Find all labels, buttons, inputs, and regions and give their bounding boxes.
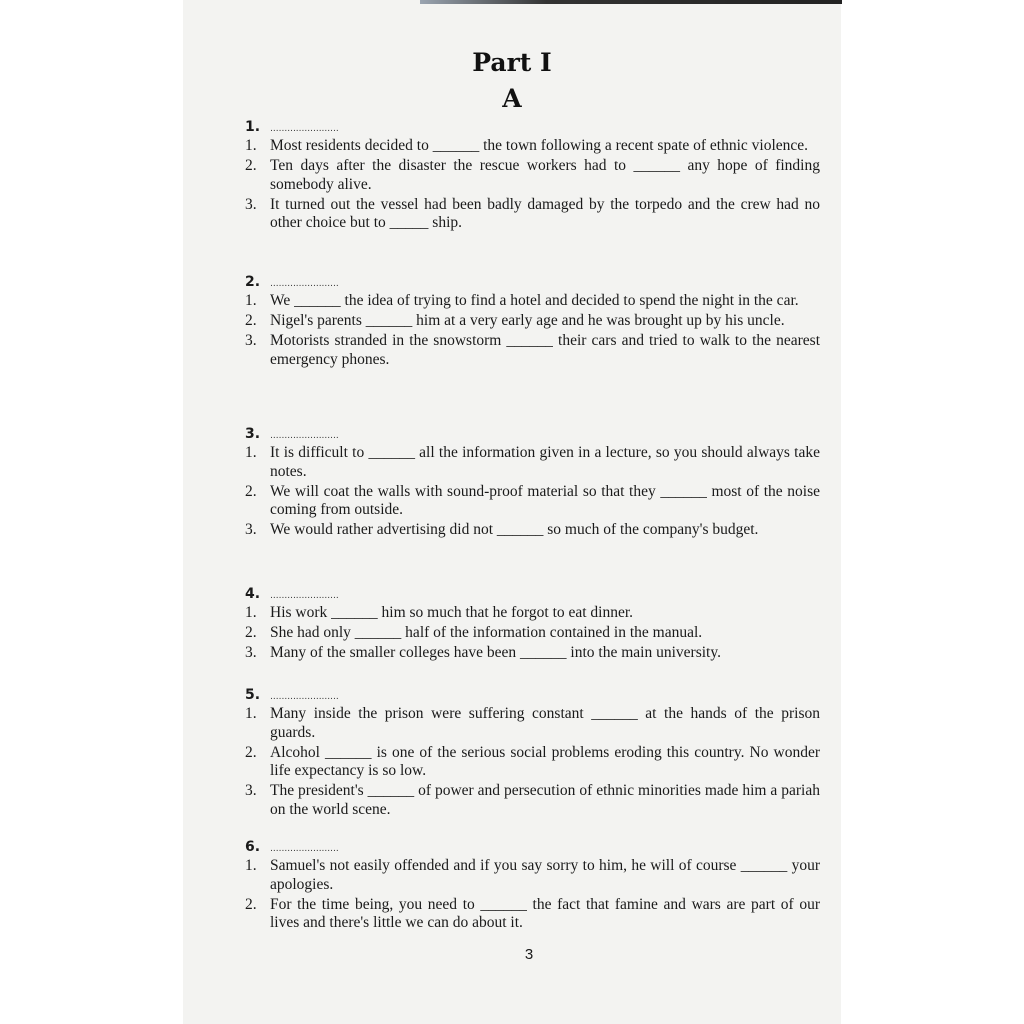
item-number: 1. bbox=[245, 292, 257, 309]
item-text: For the time being, you need to ______ the fact that famine and wars are part of our lives and there's little we can do about it. bbox=[270, 895, 820, 931]
item-number: 1. bbox=[245, 137, 257, 154]
group-number: 1. bbox=[245, 119, 261, 135]
group-heading bbox=[245, 685, 820, 705]
exercise-item bbox=[245, 705, 820, 742]
exercise-item bbox=[245, 483, 820, 520]
item-number: 2. bbox=[245, 157, 257, 174]
group-heading bbox=[245, 584, 820, 604]
answer-line: ........................ bbox=[270, 591, 339, 601]
exercise-group bbox=[245, 272, 820, 371]
group-number: 6. bbox=[245, 839, 261, 855]
item-number: 3. bbox=[245, 782, 257, 799]
group-number: 5. bbox=[245, 687, 261, 703]
item-text: Ten days after the disaster the rescue workers had to ______ any hope of finding somebody alive. bbox=[270, 157, 820, 193]
item-number: 1. bbox=[245, 857, 257, 874]
answer-line: ........................ bbox=[270, 124, 339, 134]
exercise-item bbox=[245, 896, 820, 933]
group-heading bbox=[245, 117, 820, 137]
item-number: 3. bbox=[245, 644, 257, 661]
answer-line: ........................ bbox=[270, 279, 339, 289]
exercise-group bbox=[245, 584, 820, 664]
item-number: 3. bbox=[245, 332, 257, 349]
answer-line: ........................ bbox=[270, 844, 339, 854]
exercise-group bbox=[245, 685, 820, 821]
item-text: His work ______ him so much that he forgot to eat dinner. bbox=[270, 604, 634, 621]
exercise-group bbox=[245, 117, 820, 234]
item-text: Most residents decided to ______ the town following a recent spate of ethnic violence. bbox=[270, 137, 809, 154]
exercise-item bbox=[245, 196, 820, 233]
group-heading bbox=[245, 272, 820, 292]
item-text: We would rather advertising did not ______ so much of the company's budget. bbox=[270, 521, 759, 538]
exercise-item bbox=[245, 604, 820, 623]
exercise-item bbox=[245, 521, 820, 540]
item-text: We ______ the idea of trying to find a hotel and decided to spend the night in the car. bbox=[270, 292, 799, 309]
item-number: 2. bbox=[245, 482, 257, 500]
group-number: 2. bbox=[245, 274, 261, 290]
item-text: Motorists stranded in the snowstorm ______ their cars and tried to walk to the nearest emergency phones. bbox=[270, 332, 820, 368]
item-text: Many inside the prison were suffering constant ______ at the hands of the prison guards. bbox=[270, 705, 820, 741]
item-text: She had only ______ half of the information contained in the manual. bbox=[270, 624, 703, 641]
item-text: The president's ______ of power and persecution of ethnic minorities made him a pariah on the world scene. bbox=[270, 782, 820, 818]
answer-line: ........................ bbox=[270, 692, 339, 702]
item-number: 3. bbox=[245, 195, 257, 213]
item-text: Samuel's not easily offended and if you say sorry to him, he will of course ______ your apologies. bbox=[270, 857, 820, 893]
exercise-item bbox=[245, 444, 820, 481]
exercise-item bbox=[245, 292, 820, 311]
group-heading bbox=[245, 837, 820, 857]
item-text: We will coat the walls with sound-proof material so that they ______ most of the noise coming from outside. bbox=[270, 482, 820, 518]
exercise-item bbox=[245, 857, 820, 894]
exercise-group bbox=[245, 424, 820, 541]
item-number: 2. bbox=[245, 743, 257, 761]
item-text: It turned out the vessel had been badly damaged by the torpedo and the crew had no other choice but to _____ ship. bbox=[270, 195, 820, 231]
answer-line: ........................ bbox=[270, 431, 339, 441]
exercise-item bbox=[245, 644, 820, 663]
exercise-item bbox=[245, 137, 820, 156]
scan-edge bbox=[420, 0, 842, 4]
page-number: 3 bbox=[524, 946, 534, 963]
exercise-item bbox=[245, 744, 820, 781]
group-heading bbox=[245, 424, 820, 444]
item-number: 2. bbox=[245, 624, 257, 641]
exercise-group bbox=[245, 837, 820, 934]
item-number: 3. bbox=[245, 521, 257, 538]
group-number: 4. bbox=[245, 586, 261, 602]
item-number: 1. bbox=[245, 444, 257, 461]
exercise-item bbox=[245, 332, 820, 369]
part-title: Part I bbox=[472, 48, 552, 77]
item-text: Alcohol ______ is one of the serious social problems eroding this country. No wonder life expectancy is so low. bbox=[270, 743, 820, 779]
item-number: 1. bbox=[245, 705, 257, 722]
exercise-item bbox=[245, 157, 820, 194]
item-number: 1. bbox=[245, 604, 257, 621]
item-number: 2. bbox=[245, 312, 257, 329]
section-letter: A bbox=[502, 84, 522, 113]
item-text: Many of the smaller colleges have been ______ into the main university. bbox=[270, 644, 721, 661]
exercise-item bbox=[245, 624, 820, 643]
item-text: Nigel's parents ______ him at a very early age and he was brought up by his uncle. bbox=[270, 312, 785, 329]
exercise-item bbox=[245, 312, 820, 331]
exercise-item bbox=[245, 782, 820, 819]
item-text: It is difficult to ______ all the information given in a lecture, so you should always take notes. bbox=[270, 444, 820, 480]
group-number: 3. bbox=[245, 426, 261, 442]
item-number: 2. bbox=[245, 895, 257, 913]
